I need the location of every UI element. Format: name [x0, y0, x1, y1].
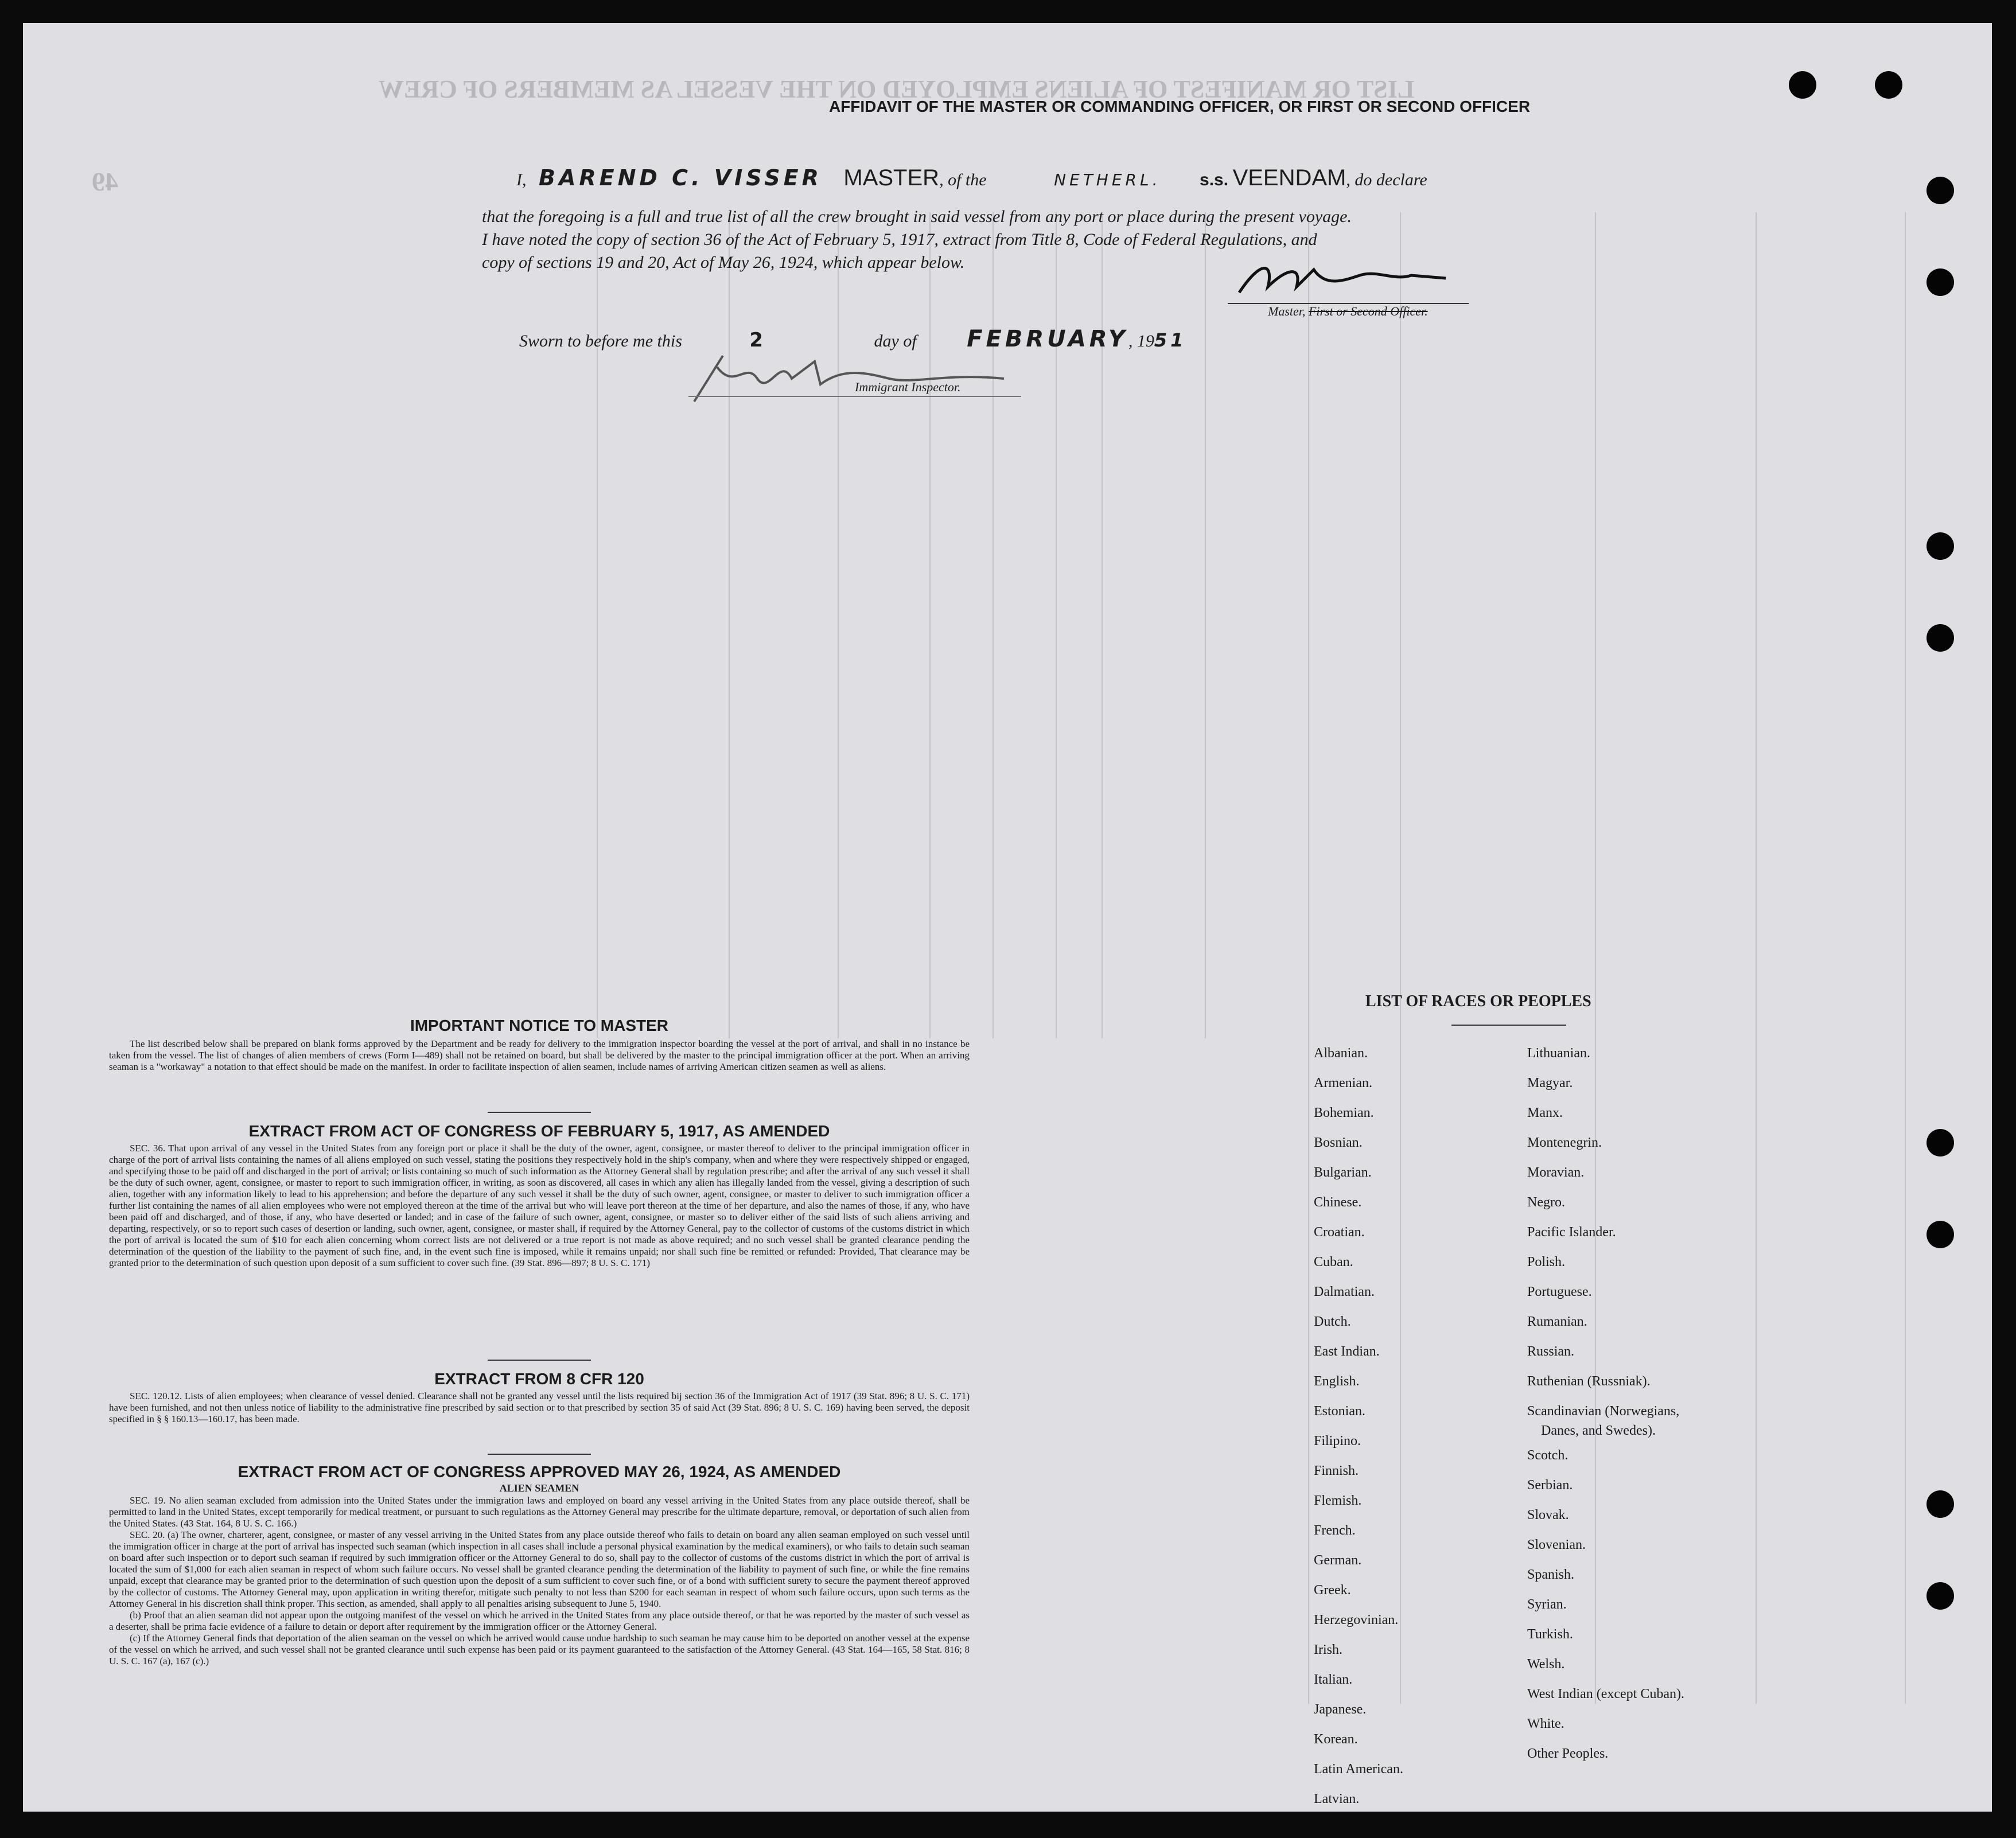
alien-seamen-subtitle: ALIEN SEAMEN — [499, 1482, 579, 1494]
race-item: Spanish. — [1527, 1567, 1575, 1582]
struck-officer-label: First or Second Officer. — [1308, 304, 1428, 318]
extract-cfr-title: EXTRACT FROM 8 CFR 120 — [434, 1370, 644, 1388]
race-item: Bosnian. — [1314, 1135, 1363, 1150]
i-label: I, — [516, 170, 527, 189]
race-item: Irish. — [1314, 1642, 1342, 1657]
race-item: Welsh. — [1527, 1657, 1565, 1672]
race-item: Slovak. — [1527, 1508, 1569, 1522]
vessel-name: VEENDAM — [1232, 165, 1346, 190]
master-label: Master, — [1268, 304, 1306, 318]
race-item: Korean. — [1314, 1732, 1358, 1747]
ghost-manifest-title: LIST OR MANIFEST OF ALIENS EMPLOYED ON THE VESSEL AS MEMBERS OF CREW — [379, 75, 1415, 103]
extract-1924-paragraph: SEC. 19. No alien seaman excluded from admission into the United States under the immigration laws and employed on board any vessel arriving in the United States from any place outside thereof, shall be permitted to land in the United States, except temporarily for medical treatment, or pursuant to such regulations as the Attorney General may prescribe for the ultimate departure, removal, or deportation of such alien from the United States. (43 Stat. 164, 8 U. S. C. 166.) — [109, 1495, 970, 1529]
month-value: FEBRUARY — [967, 326, 1128, 352]
extract-cfr-paragraph: SEC. 120.12. Lists of alien employees; when clearance of vessel denied. Clearance shall not be granted any vessel until the lists required bij section 36 of the Immigration Act of 1917 (39 Stat. 896; 8 U. S. C. 171) have been furnished, and not then unless notice of liability to the administrative fine prescribed by said section or to that prescribed by section 35 of said Act (39 Stat. 896; 8 U. S. C. 169) having been served, the deposit specified in § § 160.13—160.17, has been made. — [109, 1391, 970, 1424]
punch-hole — [1927, 1129, 1954, 1156]
affidavit-declaration-line — [516, 165, 1427, 191]
position: MASTER — [843, 165, 940, 190]
race-item: German. — [1314, 1553, 1362, 1568]
race-item: Lithuanian. — [1527, 1046, 1590, 1061]
race-item: Portuguese. — [1527, 1284, 1592, 1299]
race-item: Estonian. — [1314, 1404, 1365, 1419]
race-item: Syrian. — [1527, 1597, 1567, 1612]
punch-hole — [1927, 1582, 1954, 1610]
day-of-label: day of — [874, 332, 917, 351]
year-prefix: , 19 — [1128, 332, 1154, 351]
punch-hole — [1927, 624, 1954, 652]
sworn-label: Sworn to before me this — [519, 332, 682, 351]
race-item: Polish. — [1527, 1255, 1566, 1270]
inspector-signature — [683, 344, 1015, 407]
race-item: Ruthenian (Russniak). — [1527, 1374, 1651, 1389]
ss-label: s.s. — [1200, 170, 1229, 189]
race-item: Filipino. — [1314, 1434, 1361, 1448]
divider — [1451, 1025, 1566, 1026]
races-title: LIST OF RACES OR PEOPLES — [1365, 992, 1591, 1010]
divider — [488, 1360, 591, 1361]
race-item: Serbian. — [1527, 1478, 1573, 1493]
master-name: BAREND C. VISSER — [539, 165, 822, 190]
ghost-column-line — [1205, 212, 1206, 1038]
punch-hole — [1927, 532, 1954, 560]
punch-hole — [1875, 71, 1902, 99]
day-value: 2 — [749, 329, 767, 352]
race-item: Greek. — [1314, 1583, 1351, 1598]
master-caption — [1268, 304, 1428, 319]
race-item: Latin American. — [1314, 1762, 1403, 1777]
extract-1924-text — [109, 1495, 970, 1667]
affidavit-line: that the foregoing is a full and true list of all the crew brought in said vessel from any port or place during the present voyage. — [482, 207, 1352, 226]
race-item: Bohemian. — [1314, 1105, 1374, 1120]
race-item: Bulgarian. — [1314, 1165, 1372, 1180]
affidavit-line: I have noted the copy of section 36 of the Act of February 5, 1917, extract from Title 8, Code of Federal Regulations, and — [482, 230, 1317, 249]
extract-1924-paragraph: (c) If the Attorney General finds that deportation of the alien seaman on the vessel on which he arrived would cause undue hardship to such seaman he may cause him to be deported on another vessel at the expense of the vessel on which he arrived, and such vessel shall not be granted clearance until such expense has been paid or its payment guaranteed to the satisfaction of the Attorney General. (43 Stat. 164—165, 58 Stat. 816; 8 U. S. C. 167 (a), 167 (c).) — [109, 1633, 970, 1666]
notice-text — [109, 1038, 970, 1073]
race-item: West Indian (except Cuban). — [1527, 1687, 1684, 1701]
races-right-column — [1527, 1038, 1684, 1769]
race-item: Other Peoples. — [1527, 1746, 1609, 1761]
signature-line — [1228, 303, 1469, 304]
race-item: Cuban. — [1314, 1255, 1353, 1270]
punch-hole — [1927, 1221, 1954, 1248]
extract-1917-text — [109, 1143, 970, 1269]
inspector-caption: Immigrant Inspector. — [855, 380, 961, 394]
affidavit-title: AFFIDAVIT OF THE MASTER OR COMMANDING OFFICER, OR FIRST OR SECOND OFFICER — [828, 98, 1531, 115]
race-item: Croatian. — [1314, 1225, 1365, 1240]
race-item: Scotch. — [1527, 1448, 1569, 1463]
ghost-sheet-number: 49 — [92, 167, 118, 196]
extract-1917-title: EXTRACT FROM ACT OF CONGRESS OF FEBRUARY 5, 1917, AS AMENDED — [248, 1122, 830, 1140]
race-item: Negro. — [1527, 1195, 1565, 1210]
race-item: Pacific Islander. — [1527, 1225, 1616, 1240]
affidavit-body — [482, 205, 1352, 274]
race-item: Flemish. — [1314, 1493, 1362, 1508]
divider — [488, 1112, 591, 1113]
inspector-line — [688, 396, 1021, 397]
race-item: Scandinavian (Norwegians, — [1527, 1404, 1680, 1419]
race-item: Dutch. — [1314, 1314, 1351, 1329]
divider — [488, 1454, 591, 1455]
ghost-column-line — [1756, 212, 1757, 1704]
race-item: Italian. — [1314, 1672, 1353, 1687]
race-item: Rumanian. — [1527, 1314, 1587, 1329]
ghost-column-line — [1308, 212, 1309, 1704]
extract-1924-paragraph: SEC. 20. (a) The owner, charterer, agent, consignee, or master of any vessel arriving in the United States from any place outside thereof who fails to detain on board any alien seaman employed on such vessel until the immigration officer in charge at the port of arrival has inspected such seaman (which inspection in all cases shall include a personal physical examination by the medical examiners), or who fails to detain such seaman on board after such inspection or to deport such seaman if required by such immigration officer or the Attorney General to do so, shall pay to the collector of customs of the customs district in which the port of arrival is located the sum of $1,000 for each alien seaman in respect of whom such failure occurs. No vessel shall be granted clearance pending the determination of the liability to payment of such fine, or while the fine remains unpaid, except that clearance may be granted prior to the determination of such question upon the deposit of a sum sufficient to cover such fine, or of a bond with sufficient surety to secure the payment thereof approved by the collector of customs. The Attorney General may, upon application in writing therefor, mitigate such penalty to not less than $200 for each seaman in respect of whom such failure occurs, upon such terms as the Attorney General in his discretion shall think proper. This section, as amended, shall apply to all penalties arising subsequent to June 5, 1940. — [109, 1529, 970, 1609]
affidavit-line: copy of sections 19 and 20, Act of May 26, 1924, which appear below. — [482, 253, 965, 272]
extract-cfr-text — [109, 1391, 970, 1425]
punch-hole — [1927, 1490, 1954, 1518]
ghost-column-line — [1905, 212, 1906, 1704]
race-item: White. — [1527, 1716, 1564, 1731]
punch-hole — [1927, 177, 1954, 204]
race-item: East Indian. — [1314, 1344, 1380, 1359]
extract-1917-paragraph: SEC. 36. That upon arrival of any vessel in the United States from any foreign port or place it shall be the duty of the owner, agent, consignee, or master thereof to deliver to the principal immigration officer in charge of the port of arrival lists containing the names of all aliens employed on such vessel, stating the positions they respectively hold in the ship's company, when and where they were respectively shipped or engaged, and specifying those to be paid off and discharged in the port of arrival; or lists containing so much of such information as the Attorney General shall by regulation prescribe; and after the arrival of any such vessel it shall be the duty of such owner, agent, consignee, or master to report to such immigration officer, in writing, as soon as discovered, all cases in which any alien has illegally landed from the vessel, giving a description of such alien, together with any information likely to lead to his apprehension; and before the departure of any such vessel it shall be the duty of such owner, agent, consignee, or master to deliver to such immigration officer a further list containing the names of all alien employees who were not employed thereon at the time of the arrival but who will leave port thereon at the time of her departure, and also the names of those, if any, who have been paid off and discharged, and of those, if any, who have deserted or landed; and in case of the failure of such owner, agent, consignee, or master so to deliver either of the said lists of such aliens arriving and departing, respectively, or so to report such cases of desertion or landing, such owner, agent, consignee, or master shall, if required by the Attorney General, pay to the collector of customs of the customs district in which the port of arrival is located the sum of $10 for each alien concerning whom correct lists are not delivered or a true report is not made as above required; and no such vessel shall be granted clearance pending the determination of the question of the liability to the payment of such fine, and, in the event such fine is imposed, while it remains unpaid; nor shall such fine be remitted or refunded: Provided, That clearance may be granted prior to the determination of such question upon deposit of a sum sufficient to cover such fine. (39 Stat. 896—897; 8 U. S. C. 171) — [109, 1143, 970, 1268]
race-item: Turkish. — [1527, 1627, 1573, 1642]
punch-hole — [1927, 268, 1954, 296]
race-item: Magyar. — [1527, 1076, 1573, 1091]
race-item: Latvian. — [1314, 1792, 1360, 1806]
notice-title: IMPORTANT NOTICE TO MASTER — [410, 1017, 669, 1034]
year-value: 51 — [1154, 329, 1187, 351]
race-item: Dalmatian. — [1314, 1284, 1375, 1299]
race-item: Moravian. — [1527, 1165, 1585, 1180]
master-signature — [1228, 252, 1457, 304]
race-item: Albanian. — [1314, 1046, 1368, 1061]
race-item: Slovenian. — [1527, 1537, 1586, 1552]
of-the-label: , of the — [939, 170, 987, 189]
declare-label: , do declare — [1346, 170, 1427, 189]
race-item: Chinese. — [1314, 1195, 1362, 1210]
race-item: Russian. — [1527, 1344, 1575, 1359]
race-item: Finnish. — [1314, 1463, 1359, 1478]
punch-hole — [1789, 71, 1816, 99]
nationality: NETHERL. — [1054, 170, 1161, 189]
race-item: French. — [1314, 1523, 1356, 1538]
race-item: English. — [1314, 1374, 1360, 1389]
notice-paragraph: The list described below shall be prepared on blank forms approved by the Department and be ready for delivery to the immigration inspector boarding the vessel at the port of arrival, and shall in no instance be taken from the vessel. The list of changes of alien members of crews (Form I—489) shall not be retained on board, but shall be delivered by the master to the principal immigration officer at the port. When an arriving seaman is a "workaway" a notation to that effect should be made on the manifest. In order to facilitate inspection of alien seamen, include names of arriving American citizen seamen as well as aliens. — [109, 1038, 970, 1072]
race-item: Japanese. — [1314, 1702, 1367, 1717]
race-item: Danes, and Swedes). — [1541, 1423, 1656, 1438]
manifest-sheet — [23, 23, 1992, 1812]
race-item: Armenian. — [1314, 1076, 1372, 1091]
race-item: Herzegovinian. — [1314, 1613, 1399, 1627]
extract-1924-title: EXTRACT FROM ACT OF CONGRESS APPROVED MAY 26, 1924, AS AMENDED — [238, 1463, 841, 1481]
race-item: Manx. — [1527, 1105, 1563, 1120]
races-left-column — [1314, 1038, 1403, 1812]
race-item: Montenegrin. — [1527, 1135, 1602, 1150]
extract-1924-paragraph: (b) Proof that an alien seaman did not appear upon the outgoing manifest of the vessel on which he arrived in the United States from any place outside thereof, or that he was reported by the master of such vessel as a deserter, shall be prima facie evidence of a failure to detain or deport after requirement by the immigration officer or the Attorney General. — [109, 1610, 970, 1632]
